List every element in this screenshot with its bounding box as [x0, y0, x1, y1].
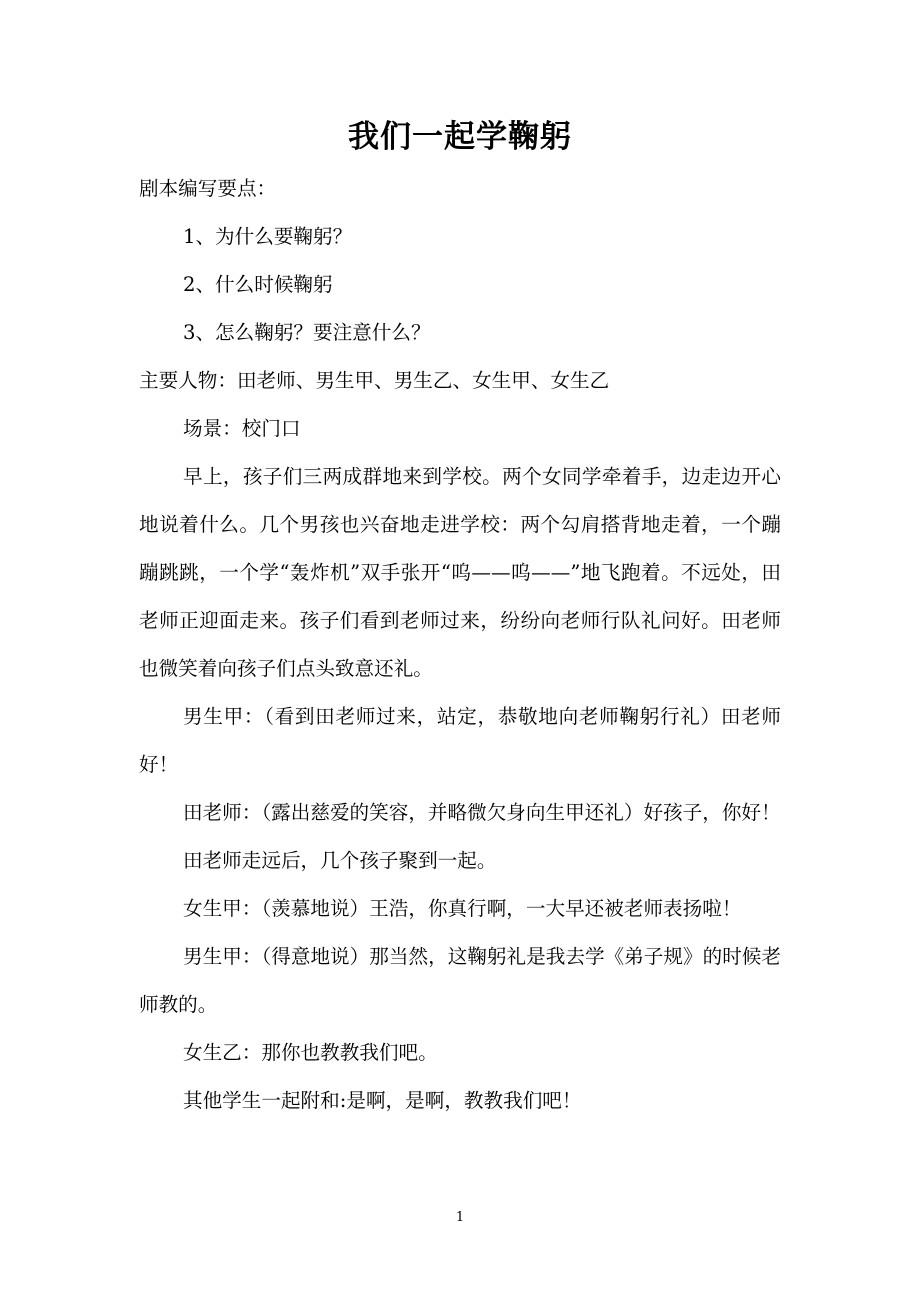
paragraph-characters: 主要人物：田老师、男生甲、男生乙、女生甲、女生乙 — [139, 369, 610, 392]
paragraph-dialogue-girl-a: 女生甲：（羡慕地说）王浩，你真行啊，一大早还被老师表扬啦！ — [183, 897, 742, 920]
paragraph-dialogue-girl-b: 女生乙：那你也教教我们吧。 — [183, 1041, 438, 1064]
paragraph-dialogue-others: 其他学生一起附和:是啊，是啊，教教我们吧！ — [183, 1089, 582, 1112]
paragraph-scene: 场景：校门口 — [183, 417, 301, 440]
paragraph-narration-morning: 早上，孩子们三两成群地来到学校。两个女同学牵着手，边走边开心地说着什么。几个男孩也兴奋地走进学校：两个勾肩搭背地走着，一个蹦蹦跳跳，一个学“轰炸机”双手张开“呜——呜——”地飞跑着。不远处，田老师正迎面走来。孩子们看到老师过来，纷纷向老师行队礼问好。田老师也微笑着向孩子们点头致意还礼。 — [139, 465, 781, 680]
paragraph-dialogue-boy-a-2: 男生甲：（得意地说）那当然，这鞠躬礼是我去学《弟子规》的时候老师教的。 — [139, 945, 781, 1016]
paragraph-dialogue-teacher: 田老师：（露出慈爱的笑容，并略微欠身向生甲还礼）好孩子，你好！ — [183, 801, 781, 824]
paragraph-writing-points: 剧本编写要点： — [139, 177, 277, 200]
paragraph-point-3: 3、怎么鞠躬？要注意什么？ — [183, 321, 431, 344]
document-title: 我们一起学鞠躬 — [348, 119, 572, 155]
paragraph-point-2: 2、什么时候鞠躬 — [183, 273, 333, 296]
page-number: 1 — [455, 1210, 465, 1225]
document-body — [139, 165, 781, 1125]
paragraph-narration-gather: 田老师走远后，几个孩子聚到一起。 — [183, 849, 497, 872]
paragraph-point-1: 1、为什么要鞠躬？ — [183, 225, 353, 248]
paragraph-dialogue-boy-a: 男生甲：（看到田老师过来，站定，恭敬地向老师鞠躬行礼）田老师好！ — [139, 705, 781, 776]
